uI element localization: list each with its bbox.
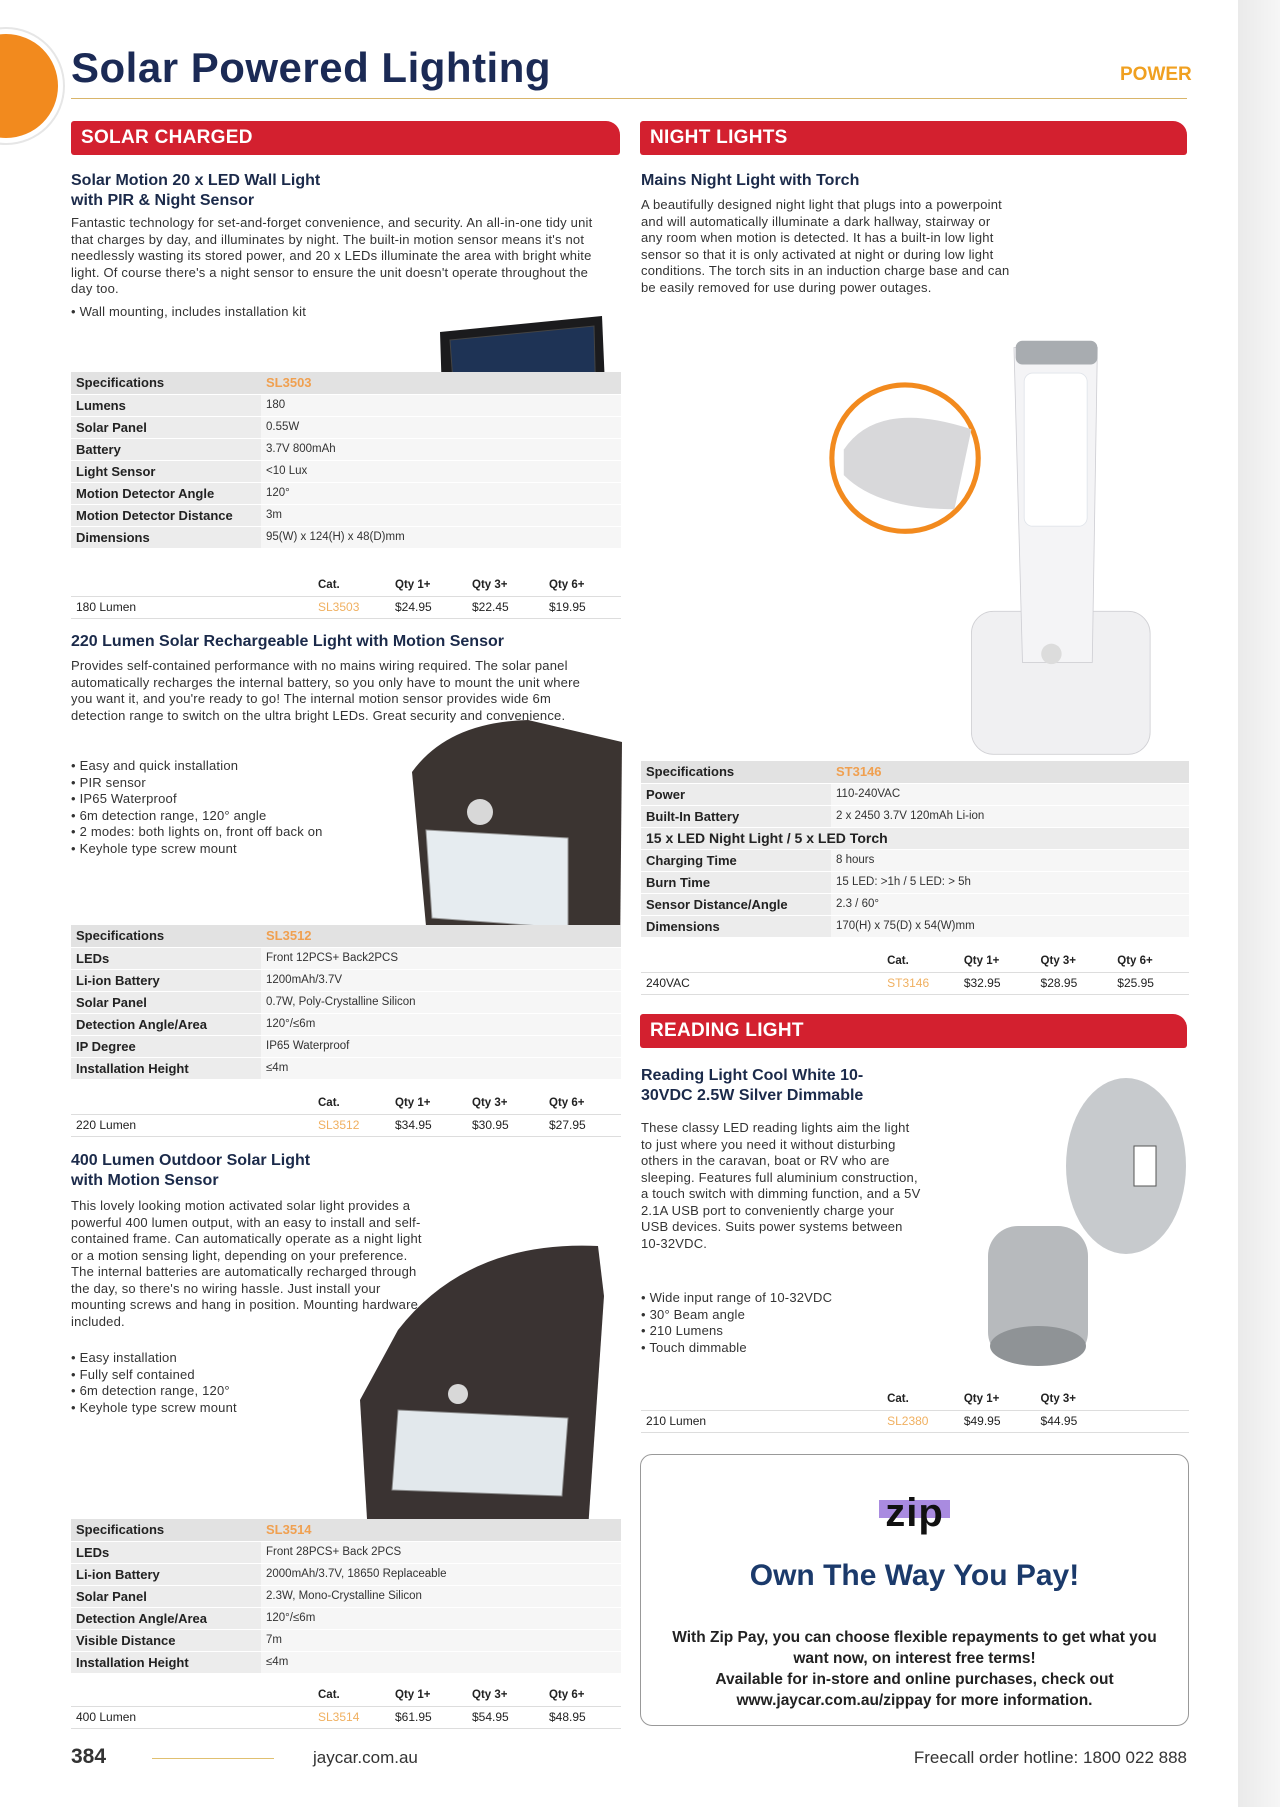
- spec-value: ST3146: [831, 761, 1189, 783]
- catalog-code: Cat.: [313, 1684, 390, 1706]
- price-cell: Qty 6+: [544, 1092, 621, 1114]
- bullet-item: • Easy installation: [71, 1350, 371, 1367]
- price-cell: $32.95: [959, 972, 1036, 994]
- spec-value: 2000mAh/3.7V, 18650 Replaceable: [261, 1563, 621, 1585]
- spec-row: [71, 1057, 621, 1079]
- price-table: [71, 1684, 621, 1729]
- spec-label: Specifications: [71, 1519, 261, 1541]
- spec-row: [71, 1629, 621, 1651]
- price-label: [641, 950, 882, 972]
- spec-value: 120°: [261, 482, 621, 504]
- bullet-item: • Wide input range of 10-32VDC: [641, 1290, 921, 1307]
- spec-label: Li-ion Battery: [71, 969, 261, 991]
- price-table: [71, 1092, 621, 1137]
- price-label: 400 Lumen: [71, 1706, 313, 1728]
- spec-label: Lumens: [71, 394, 261, 416]
- description-text: This lovely looking motion activated solar light provides a powerful 400 lumen output, with an easy to install and self-contained frame. Can automatically operate as a night light or a motion sensing light, depending on your preference. The internal batteries are automatically recharged through the day, so there's no wiring hassle. Just install your mounting screws and hang in position. Mounting hardware included.: [71, 1198, 422, 1329]
- spec-value: 0.7W, Poly-Crystalline Silicon: [261, 991, 621, 1013]
- product-title: [71, 171, 491, 211]
- spec-row: [641, 871, 1189, 893]
- title-line: Solar Motion 20 x LED Wall Light: [71, 172, 321, 189]
- spec-value: 15 LED: >1h / 5 LED: > 5h: [831, 871, 1189, 893]
- price-cell: Qty 6+: [544, 1684, 621, 1706]
- product-title: [641, 1066, 941, 1106]
- price-header-row: [71, 574, 621, 596]
- bullet-item: • Keyhole type screw mount: [71, 1400, 371, 1417]
- spec-label: Sensor Distance/Angle: [641, 893, 831, 915]
- spec-label: Solar Panel: [71, 1585, 261, 1607]
- spec-label: Built-In Battery: [641, 805, 831, 827]
- spec-value: 95(W) x 124(H) x 48(D)mm: [261, 526, 621, 548]
- catalog-code[interactable]: SL3503: [313, 596, 390, 618]
- price-header-row: [641, 1388, 1189, 1410]
- spec-row: [71, 1607, 621, 1629]
- spec-label: Solar Panel: [71, 991, 261, 1013]
- spec-label: Battery: [71, 438, 261, 460]
- product-description: These classy LED reading lights aim the light to just where you need it without disturbing others in the caravan, boat or RV who are sleeping. Features full aluminium construction, a touch switch with dimming function, and a 5V 2.1A USB port to conveniently charge your USB devices. Suits power systems between 10-32VDC.: [641, 1120, 921, 1251]
- price-cell: $22.45: [467, 596, 544, 618]
- spec-label: Charging Time: [641, 849, 831, 871]
- price-table: [641, 950, 1189, 995]
- outdoor-solar-light-image: [358, 1240, 610, 1538]
- spec-value: ≤4m: [261, 1651, 621, 1673]
- bullet-item: • 30° Beam angle: [641, 1307, 921, 1324]
- spec-row: [71, 416, 621, 438]
- product-description: Fantastic technology for set-and-forget convenience, and security. An all-in-one tidy unit that charges by day, and illuminates by night. The built-in motion sensor means it's not needlessly wasting its stored power, and 20 x LEDs illuminate the area with bright white light. Of course there's a night sensor to ensure the unit doesn't operate throughout the day too.: [71, 215, 593, 296]
- zip-logo: [641, 1491, 1188, 1536]
- spec-label: Dimensions: [641, 915, 831, 937]
- spec-label: IP Degree: [71, 1035, 261, 1057]
- spec-label: LEDs: [71, 1541, 261, 1563]
- spec-row: [71, 969, 621, 991]
- catalog-code: Cat.: [882, 1388, 959, 1410]
- price-cell: $24.95: [390, 596, 467, 618]
- spec-value: <10 Lux: [261, 460, 621, 482]
- spec-row: [71, 482, 621, 504]
- spec-row: [641, 827, 1189, 849]
- night-light-torch-image: [798, 322, 1184, 756]
- zip-line: With Zip Pay, you can choose flexible repayments to get what you want now, on interest free terms!: [672, 1629, 1157, 1667]
- price-row: [641, 1410, 1189, 1432]
- title-line: Reading Light Cool White 10-: [641, 1067, 864, 1084]
- spec-value: Front 28PCS+ Back 2PCS: [261, 1541, 621, 1563]
- spec-value: IP65 Waterproof: [261, 1035, 621, 1057]
- spec-value: ≤4m: [261, 1057, 621, 1079]
- price-label: 210 Lumen: [641, 1410, 882, 1432]
- spec-value: 8 hours: [831, 849, 1189, 871]
- price-row: [71, 1706, 621, 1728]
- spec-label: Motion Detector Angle: [71, 482, 261, 504]
- section-bar-night-lights: NIGHT LIGHTS: [640, 121, 1187, 155]
- price-label: [641, 1388, 882, 1410]
- product-description: A beautifully designed night light that plugs into a powerpoint and will automatically illuminate a dark hallway, stairway or any room when motion is detected. It has a built-in low light sensor so that it is only activated at night or during low light conditions. The torch sits in an induction charge base and can be easily removed for use during power outages.: [641, 197, 1010, 295]
- spec-label: Visible Distance: [71, 1629, 261, 1651]
- spec-row: [71, 394, 621, 416]
- title-line: 30VDC 2.5W Silver Dimmable: [641, 1087, 864, 1104]
- spec-value: Front 12PCS+ Back2PCS: [261, 947, 621, 969]
- price-label: [71, 1684, 313, 1706]
- spec-value: 180: [261, 394, 621, 416]
- price-cell: $30.95: [467, 1114, 544, 1136]
- spec-value: SL3512: [261, 925, 621, 947]
- price-cell: Qty 3+: [1036, 950, 1113, 972]
- price-cell: Qty 6+: [1112, 950, 1189, 972]
- spec-row: [641, 893, 1189, 915]
- spec-table: [641, 761, 1189, 938]
- page-title: Solar Powered Lighting: [71, 44, 552, 91]
- spec-row: [71, 504, 621, 526]
- price-cell: Qty 6+: [544, 574, 621, 596]
- price-row: [71, 1114, 621, 1136]
- bullet-item: • 6m detection range, 120° angle: [71, 808, 401, 825]
- price-cell: $19.95: [544, 596, 621, 618]
- spec-value: 120°/≤6m: [261, 1013, 621, 1035]
- bullet-item: • Touch dimmable: [641, 1340, 921, 1357]
- title-line: with Motion Sensor: [71, 1172, 219, 1189]
- spec-row: [641, 849, 1189, 871]
- price-label: [71, 1092, 313, 1114]
- description-text: Provides self-contained performance with no mains wiring required. The solar panel automatically recharges the internal battery, so you only have to mount the unit where you want it, and you're ready to go! The internal motion sensor provides wide 6m detection range to switch on the ultra bright LEDs. Great security and convenience.: [71, 658, 581, 723]
- spec-header-row: [71, 372, 621, 394]
- spec-label: Power: [641, 783, 831, 805]
- title-divider: [71, 98, 1187, 99]
- catalog-code: Cat.: [313, 1092, 390, 1114]
- spec-row: [641, 783, 1189, 805]
- spec-value: 120°/≤6m: [261, 1607, 621, 1629]
- spec-label: Burn Time: [641, 871, 831, 893]
- spec-value: SL3503: [261, 372, 621, 394]
- product-title: 220 Lumen Solar Rechargeable Light with Motion Sensor: [71, 633, 504, 650]
- spec-row: [71, 1013, 621, 1035]
- spec-subheading: 15 x LED Night Light / 5 x LED Torch: [641, 827, 1189, 849]
- spec-value: 3m: [261, 504, 621, 526]
- zip-pay-promo: [640, 1454, 1189, 1726]
- price-cell: Qty 1+: [390, 1092, 467, 1114]
- spec-value: 1200mAh/3.7V: [261, 969, 621, 991]
- spec-value: 2.3W, Mono-Crystalline Silicon: [261, 1585, 621, 1607]
- spec-value: 2.3 / 60°: [831, 893, 1189, 915]
- bullet-item: • 2 modes: both lights on, front off back on: [71, 824, 401, 841]
- price-label: [71, 574, 313, 596]
- price-cell: Qty 1+: [959, 950, 1036, 972]
- spec-label: Specifications: [641, 761, 831, 783]
- spec-value: 110-240VAC: [831, 783, 1189, 805]
- catalog-code[interactable]: ST3146: [882, 972, 959, 994]
- spec-label: Solar Panel: [71, 416, 261, 438]
- price-cell: $54.95: [467, 1706, 544, 1728]
- spec-row: [641, 915, 1189, 937]
- spec-row: [71, 438, 621, 460]
- spec-label: Specifications: [71, 372, 261, 394]
- product-title: Mains Night Light with Torch: [641, 172, 860, 189]
- spec-value: 0.55W: [261, 416, 621, 438]
- section-tag: POWER: [1120, 64, 1192, 85]
- spec-label: Specifications: [71, 925, 261, 947]
- price-label: 240VAC: [641, 972, 882, 994]
- spec-value: 2 x 2450 3.7V 120mAh Li-ion: [831, 805, 1189, 827]
- price-cell: Qty 3+: [1036, 1388, 1189, 1410]
- price-row: [641, 972, 1189, 994]
- reading-light-image: [948, 1076, 1188, 1366]
- price-label: 220 Lumen: [71, 1114, 313, 1136]
- bullet-item: • Wall mounting, includes installation kit: [71, 304, 471, 321]
- price-cell: Qty 3+: [467, 574, 544, 596]
- title-line: with PIR & Night Sensor: [71, 192, 255, 209]
- section-bar-reading-light: READING LIGHT: [640, 1014, 1187, 1048]
- spec-row: [71, 947, 621, 969]
- spec-label: Installation Height: [71, 1651, 261, 1673]
- title-line: 400 Lumen Outdoor Solar Light: [71, 1152, 311, 1169]
- product-bullets: [71, 1350, 371, 1416]
- page-number: 384: [71, 1745, 107, 1768]
- zip-logo-text: zip: [879, 1491, 950, 1536]
- price-cell: $34.95: [390, 1114, 467, 1136]
- zip-line: Available for in-store and online purchases, check out www.jaycar.com.au/zippay for more information.: [715, 1671, 1114, 1709]
- spec-table: [71, 372, 621, 549]
- bullet-item: • PIR sensor: [71, 775, 401, 792]
- spec-label: Detection Angle/Area: [71, 1607, 261, 1629]
- spec-label: Installation Height: [71, 1057, 261, 1079]
- section-tab-orb: [0, 34, 58, 138]
- spec-value: 3.7V 800mAh: [261, 438, 621, 460]
- spec-row: [71, 1035, 621, 1057]
- price-cell: Qty 1+: [959, 1388, 1036, 1410]
- price-cell: $61.95: [390, 1706, 467, 1728]
- spec-row: [71, 1563, 621, 1585]
- spec-row: [71, 460, 621, 482]
- spec-header-row: [71, 1519, 621, 1541]
- catalog-code[interactable]: SL2380: [882, 1410, 959, 1432]
- zip-body: [671, 1627, 1158, 1711]
- price-cell: Qty 3+: [467, 1684, 544, 1706]
- bullet-item: • 210 Lumens: [641, 1323, 921, 1340]
- bullet-item: • 6m detection range, 120°: [71, 1383, 371, 1400]
- spec-label: Detection Angle/Area: [71, 1013, 261, 1035]
- product-bullets: [71, 304, 471, 321]
- catalog-code[interactable]: SL3514: [313, 1706, 390, 1728]
- footer-website[interactable]: jaycar.com.au: [313, 1748, 418, 1767]
- spec-value: SL3514: [261, 1519, 621, 1541]
- spec-label: Li-ion Battery: [71, 1563, 261, 1585]
- spec-header-row: [71, 925, 621, 947]
- catalog-code: Cat.: [882, 950, 959, 972]
- bullet-item: • IP65 Waterproof: [71, 791, 401, 808]
- catalog-code[interactable]: SL3512: [313, 1114, 390, 1136]
- price-header-row: [71, 1092, 621, 1114]
- price-table: [641, 1388, 1189, 1433]
- product-title: [71, 1151, 491, 1191]
- zip-headline: Own The Way You Pay!: [749, 1559, 1080, 1592]
- product-bullets: [641, 1290, 921, 1356]
- spec-value: 7m: [261, 1629, 621, 1651]
- product-bullets: [71, 758, 401, 857]
- spec-label: LEDs: [71, 947, 261, 969]
- price-cell: Qty 3+: [467, 1092, 544, 1114]
- spec-label: Motion Detector Distance: [71, 504, 261, 526]
- spec-row: [71, 1541, 621, 1563]
- bullet-item: • Keyhole type screw mount: [71, 841, 401, 858]
- spec-header-row: [641, 761, 1189, 783]
- section-bar-solar-charged: SOLAR CHARGED: [71, 121, 620, 155]
- bullet-item: • Easy and quick installation: [71, 758, 401, 775]
- price-cell: $44.95: [1036, 1410, 1189, 1432]
- catalog-code: Cat.: [313, 574, 390, 596]
- footer-hotline: Freecall order hotline: 1800 022 888: [913, 1748, 1187, 1767]
- spec-row: [71, 1651, 621, 1673]
- price-cell: Qty 1+: [390, 574, 467, 596]
- spec-label: Dimensions: [71, 526, 261, 548]
- price-label: 180 Lumen: [71, 596, 313, 618]
- price-table: [71, 574, 621, 619]
- bullet-item: • Fully self contained: [71, 1367, 371, 1384]
- spec-table: [71, 925, 621, 1080]
- price-cell: $48.95: [544, 1706, 621, 1728]
- price-cell: Qty 1+: [390, 1684, 467, 1706]
- price-cell: $27.95: [544, 1114, 621, 1136]
- price-cell: $25.95: [1112, 972, 1189, 994]
- page-edge: [1238, 0, 1280, 1807]
- spec-row: [641, 805, 1189, 827]
- price-header-row: [71, 1684, 621, 1706]
- spec-value: 170(H) x 75(D) x 54(W)mm: [831, 915, 1189, 937]
- price-header-row: [641, 950, 1189, 972]
- price-cell: $28.95: [1036, 972, 1113, 994]
- price-row: [71, 596, 621, 618]
- spec-label: Light Sensor: [71, 460, 261, 482]
- spec-row: [71, 526, 621, 548]
- spec-table: [71, 1519, 621, 1674]
- spec-row: [71, 1585, 621, 1607]
- spec-row: [71, 991, 621, 1013]
- footer-rule: [152, 1758, 274, 1759]
- solar-rechargeable-light-image: [408, 712, 628, 958]
- price-cell: $49.95: [959, 1410, 1036, 1432]
